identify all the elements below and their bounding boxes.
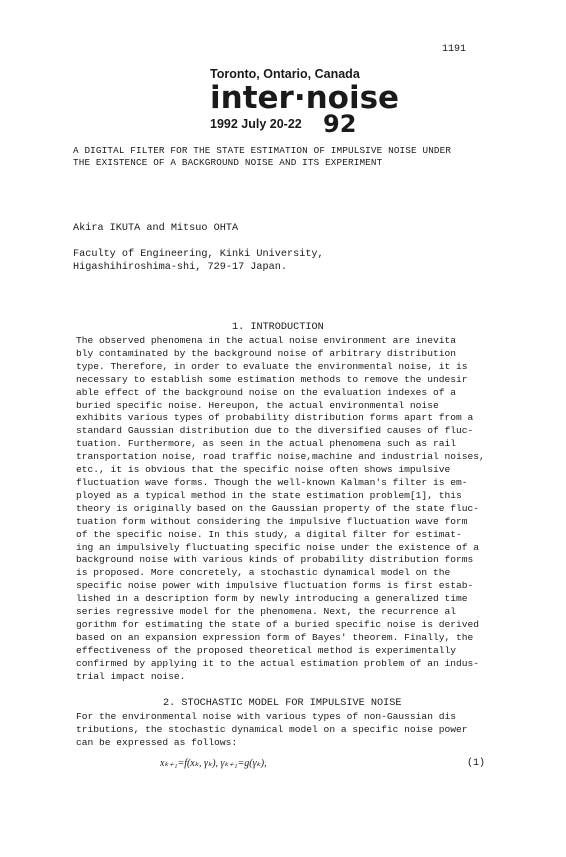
body-text-line: effectiveness of the proposed theoretical method is experimentally — [76, 644, 456, 656]
body-text-line: able effect of the background noise on the evaluation indexes of a — [76, 386, 456, 398]
introduction-body — [76, 335, 494, 683]
stochastic-model-body — [76, 711, 494, 750]
body-text-line: of the specific noise. In this study, a digital filter for estimat- — [76, 528, 462, 540]
body-text-line: tributions, the stochastic dynamical model on a specific noise power — [76, 723, 468, 735]
body-text-line: etc., it is obvious that the specific noise often shows impulsive — [76, 464, 451, 476]
body-text-line: trial impact noise. — [76, 670, 186, 682]
body-text-line: gorithm for estimating the state of a buried specific noise is derived — [76, 618, 480, 630]
body-text-line: ing an impulsively fluctuating specific noise under the existence of a — [76, 541, 480, 553]
body-text-line: For the environmental noise with various types of non-Gaussian dis — [76, 711, 456, 722]
body-text-line: standard Gaussian distribution due to the diversified causes of fluc- — [76, 425, 474, 437]
body-text-line: can be expressed as follows: — [76, 736, 238, 748]
body-text-line: lished in a description form by newly introducing a generalized time — [76, 593, 468, 605]
body-text-line: buried specific noise. Hereupon, the actual environmental noise — [76, 399, 439, 411]
body-text-line: tuation. Furthermore, as seen in the actual phenomena such as rail — [76, 438, 456, 450]
page-number: 1191 — [441, 44, 466, 55]
conference-logo: inter·noise — [210, 80, 400, 116]
paper-title-line: THE EXISTENCE OF A BACKGROUND NOISE AND ITS EXPERIMENT — [73, 157, 383, 168]
affiliation-line: Faculty of Engineering, Kinki University, — [73, 249, 324, 260]
body-text-line: bly contaminated by the background noise of arbitrary distribution — [76, 347, 456, 359]
body-text-line: The observed phenomena in the actual noise environment are inevita — [76, 335, 456, 346]
conference-location: Toronto, Ontario, Canada — [210, 67, 360, 81]
body-text-line: exhibits various types of probability distribution forms apart from a — [76, 412, 474, 424]
paper-authors: Akira IKUTA and Mitsuo OHTA — [73, 223, 239, 234]
equation-number: (1) — [467, 758, 486, 769]
body-text-line: necessary to establish some estimation methods to remove the undesir — [76, 373, 468, 385]
equation-1: xₖ₊₁=f(xₖ, γₖ), γₖ₊₁=g(γₖ), — [160, 758, 267, 769]
section-heading-stochastic-model: 2. STOCHASTIC MODEL FOR IMPULSIVE NOISE — [163, 698, 402, 709]
body-text-line: confirmed by applying it to the actual estimation problem of an indus- — [76, 657, 480, 669]
body-text-line: tuation form without considering the impulsive fluctuation wave form — [76, 515, 468, 527]
body-text-line: transportation noise, road traffic noise,machine and industrial noises, — [76, 451, 485, 463]
paper-title-line: A DIGITAL FILTER FOR THE STATE ESTIMATION OF IMPULSIVE NOISE UNDER — [73, 145, 452, 156]
body-text-line: ployed as a typical method in the state estimation problem[1], this — [76, 489, 462, 501]
body-text-line: fluctuation wave forms. Though the well-known Kalman's filter is em- — [76, 476, 468, 488]
body-text-line: is proposed. More concretely, a stochastic dynamical model on the — [76, 567, 451, 579]
body-text-line: based on an expansion expression form of Bayes' theorem. Finally, the — [76, 631, 474, 643]
body-text-line: type. Therefore, in order to evaluate the environmental noise, it is — [76, 360, 468, 372]
body-text-line: theory is originally based on the Gaussian property of the state fluc- — [76, 502, 480, 514]
affiliation-line: Higashihiroshima-shi, 729-17 Japan. — [73, 262, 287, 273]
conference-year-mark: 92 — [323, 110, 357, 138]
body-text-line: series regressive model for the phenomena. Next, the recurrence al — [76, 606, 456, 618]
conference-date: 1992 July 20-22 — [210, 117, 302, 131]
body-text-line: background noise with various kinds of probability distribution forms — [76, 554, 474, 566]
section-heading-introduction: 1. INTRODUCTION — [232, 322, 324, 333]
body-text-line: specific noise power with impulsive fluctuation forms is first estab- — [76, 580, 474, 592]
